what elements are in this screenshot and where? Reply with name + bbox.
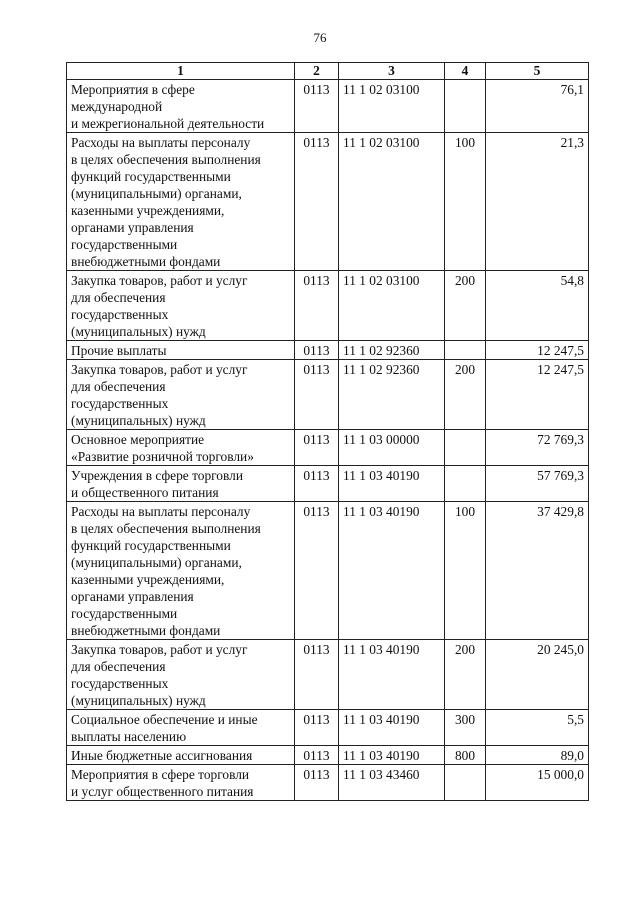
row-section-cell: 0113	[295, 80, 339, 133]
table-row	[67, 640, 589, 710]
row-name-cell: Прочие выплаты	[67, 341, 295, 360]
row-section-cell: 0113	[295, 746, 339, 765]
row-type-cell	[445, 466, 486, 502]
table-header-row	[67, 63, 589, 80]
row-name-cell: Учреждения в сфере торговли и общественного питания	[67, 466, 295, 502]
row-section-cell: 0113	[295, 133, 339, 271]
row-name-cell: Мероприятия в сфере торговли и услуг общественного питания	[67, 765, 295, 801]
row-target-cell: 11 1 03 40190	[339, 640, 445, 710]
row-name-cell: Социальное обеспечение и иные выплаты населению	[67, 710, 295, 746]
table-row	[67, 502, 589, 640]
column-header-3: 3	[339, 63, 445, 80]
row-section-cell: 0113	[295, 710, 339, 746]
table-row	[67, 430, 589, 466]
row-type-cell	[445, 341, 486, 360]
row-target-cell: 11 1 03 40190	[339, 710, 445, 746]
row-section-cell: 0113	[295, 466, 339, 502]
row-target-cell: 11 1 02 03100	[339, 271, 445, 341]
row-sum-cell: 5,5	[486, 710, 589, 746]
row-name-cell: Расходы на выплаты персоналу в целях обеспечения выполнения функций государственными (муниципальными) органами, казенными учреждениями, органами управления государственными внебюджетными фондами	[67, 133, 295, 271]
row-type-cell: 300	[445, 710, 486, 746]
table-row	[67, 360, 589, 430]
row-target-cell: 11 1 03 40190	[339, 502, 445, 640]
row-type-cell	[445, 430, 486, 466]
row-type-cell: 200	[445, 271, 486, 341]
table-row	[67, 710, 589, 746]
column-header-4: 4	[445, 63, 486, 80]
row-section-cell: 0113	[295, 430, 339, 466]
row-sum-cell: 21,3	[486, 133, 589, 271]
row-type-cell: 800	[445, 746, 486, 765]
row-target-cell: 11 1 02 92360	[339, 341, 445, 360]
row-section-cell: 0113	[295, 360, 339, 430]
table-row	[67, 466, 589, 502]
row-target-cell: 11 1 02 03100	[339, 80, 445, 133]
row-type-cell: 200	[445, 640, 486, 710]
row-sum-cell: 89,0	[486, 746, 589, 765]
table-row	[67, 341, 589, 360]
row-name-cell: Закупка товаров, работ и услуг для обеспечения государственных (муниципальных) нужд	[67, 640, 295, 710]
row-sum-cell: 72 769,3	[486, 430, 589, 466]
row-name-cell: Закупка товаров, работ и услуг для обеспечения государственных (муниципальных) нужд	[67, 271, 295, 341]
row-section-cell: 0113	[295, 341, 339, 360]
table-row	[67, 80, 589, 133]
row-target-cell: 11 1 02 92360	[339, 360, 445, 430]
row-type-cell: 200	[445, 360, 486, 430]
row-sum-cell: 12 247,5	[486, 341, 589, 360]
row-type-cell: 100	[445, 502, 486, 640]
row-target-cell: 11 1 02 03100	[339, 133, 445, 271]
row-section-cell: 0113	[295, 640, 339, 710]
row-type-cell	[445, 765, 486, 801]
row-target-cell: 11 1 03 40190	[339, 466, 445, 502]
row-name-cell: Закупка товаров, работ и услуг для обеспечения государственных (муниципальных) нужд	[67, 360, 295, 430]
table-row	[67, 746, 589, 765]
column-header-1: 1	[67, 63, 295, 80]
row-sum-cell: 76,1	[486, 80, 589, 133]
table-row	[67, 271, 589, 341]
table-row	[67, 133, 589, 271]
column-header-5: 5	[486, 63, 589, 80]
row-sum-cell: 12 247,5	[486, 360, 589, 430]
row-target-cell: 11 1 03 00000	[339, 430, 445, 466]
page-number: 76	[313, 30, 327, 45]
row-sum-cell: 57 769,3	[486, 466, 589, 502]
row-name-cell: Основное мероприятие «Развитие розничной торговли»	[67, 430, 295, 466]
row-sum-cell: 20 245,0	[486, 640, 589, 710]
row-target-cell: 11 1 03 40190	[339, 746, 445, 765]
row-section-cell: 0113	[295, 502, 339, 640]
row-sum-cell: 54,8	[486, 271, 589, 341]
row-target-cell: 11 1 03 43460	[339, 765, 445, 801]
row-sum-cell: 15 000,0	[486, 765, 589, 801]
row-type-cell: 100	[445, 133, 486, 271]
column-header-2: 2	[295, 63, 339, 80]
row-section-cell: 0113	[295, 271, 339, 341]
row-name-cell: Мероприятия в сфере международной и межрегиональной деятельности	[67, 80, 295, 133]
row-type-cell	[445, 80, 486, 133]
row-name-cell: Иные бюджетные ассигнования	[67, 746, 295, 765]
row-name-cell: Расходы на выплаты персоналу в целях обеспечения выполнения функций государственными (муниципальными) органами, казенными учреждениями, органами управления государственными внебюджетными фондами	[67, 502, 295, 640]
budget-table	[66, 62, 589, 801]
table-row	[67, 765, 589, 801]
row-sum-cell: 37 429,8	[486, 502, 589, 640]
row-section-cell: 0113	[295, 765, 339, 801]
table-body	[67, 80, 589, 801]
